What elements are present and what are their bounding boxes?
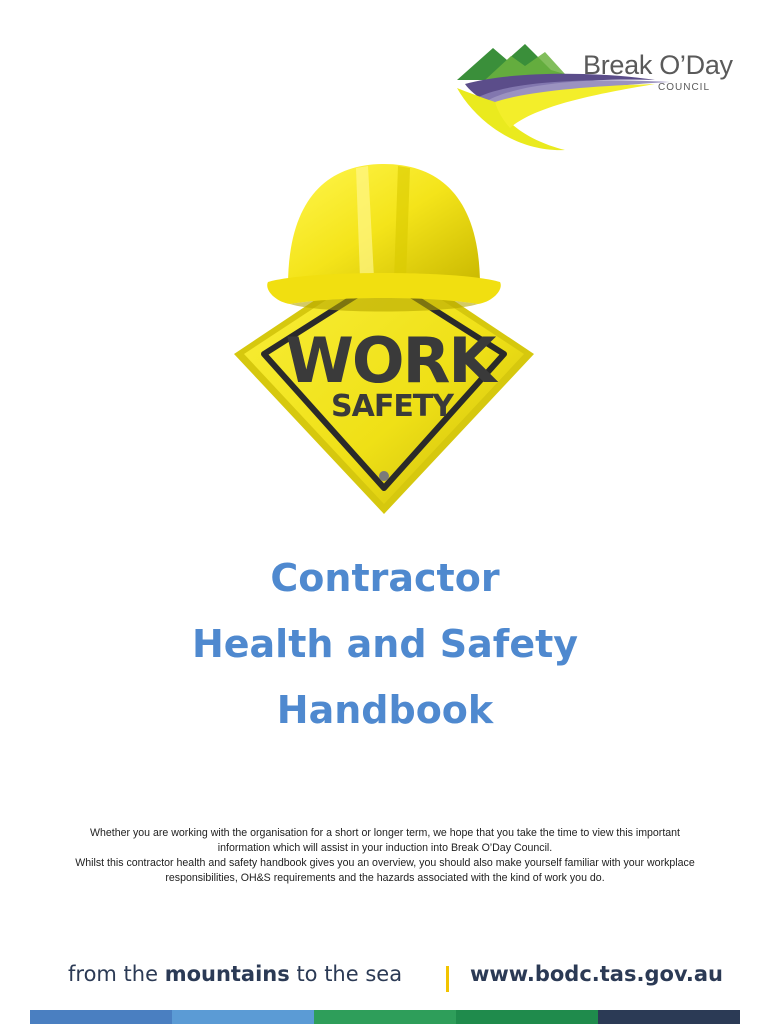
footer-website-url[interactable]: www.bodc.tas.gov.au [470, 962, 723, 986]
sign-text-work: WORK [285, 324, 495, 397]
colour-band [314, 1010, 456, 1024]
handbook-title-line-3: Handbook [276, 688, 494, 732]
slogan-part-2: to the sea [289, 962, 403, 986]
slogan-mountains: mountains [164, 962, 290, 986]
intro-text [70, 826, 700, 886]
footer-slogan [68, 962, 402, 986]
footer-divider [446, 966, 449, 992]
intro-paragraph-1: Whether you are working with the organisation for a short or longer term, we hope that you take the time to view this important information which will assist in your induction into Break O’Day Council. [89, 827, 680, 854]
hard-hat-safety-sign-illustration [228, 158, 540, 520]
colour-band [456, 1010, 598, 1024]
sign-text-safety: SAFETY [331, 389, 453, 424]
council-logo-name: Break O’Day [583, 50, 733, 80]
footer-tagline [0, 962, 770, 1002]
hard-hat-icon [267, 164, 501, 312]
council-logo-subtitle: COUNCIL [658, 82, 711, 93]
colour-band [172, 1010, 314, 1024]
colour-band [30, 1010, 172, 1024]
handbook-title-line-2: Health and Safety [191, 622, 579, 666]
slogan-part-1: from the [68, 962, 165, 986]
handbook-title-line-1: Contractor [270, 556, 500, 600]
colour-band [598, 1010, 740, 1024]
footer-colour-bands [30, 1010, 740, 1024]
intro-paragraph-2: Whilst this contractor health and safety handbook gives you an overview, you should also make yourself familiar with your workplace responsibilities, OH&S requirements and the hazards associated with the kind of work you do. [75, 857, 695, 884]
